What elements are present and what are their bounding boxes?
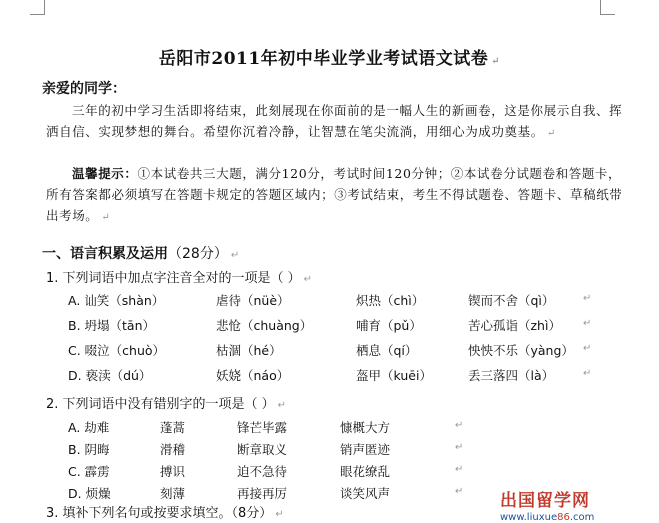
q2-option-cell: C. 霹雳 [68, 464, 110, 479]
intro-paragraph: 三年的初中学习生活即将结束，此刻展现在你面前的是一幅人生的新画卷，这是你展示自我、挥洒自信、实现梦想的舞台。希望你沉着冷静，让智慧在笔尖流淌，用细心为成功奠基。 ↵ [46, 103, 623, 139]
q2-option-cell: 再接再厉 [237, 486, 288, 501]
q1-option-cell: 盔甲（kuēi） [356, 368, 432, 383]
watermark-url: www.liuxue86.com [500, 512, 595, 523]
q2-option-cell: 慷概大方 [340, 420, 391, 435]
section-heading: 一、语言积累及运用（28分） ↵ [42, 246, 240, 262]
q1-option-cell: 丢三落四（là） [468, 368, 555, 383]
q2-option-cell: 刻薄 [160, 486, 186, 501]
page-corner-mark [30, 0, 45, 15]
q2-option-cell: D. 烦燥 [68, 486, 111, 501]
q2-option-cell: 蓬蒿 [160, 420, 186, 435]
page-title: 岳阳市2011年初中毕业学业考试语文试卷 ↵ [158, 49, 501, 69]
tip-text: ①本试卷共三大题，满分120分，考试时间120分钟；②本试卷分试题卷和答题卡，所有答案都必须填写在答题卡规定的答题区域内；③考试结束，考生不得试题卷、答题卡、草稿纸带出考场。 [46, 166, 623, 223]
site-watermark [500, 486, 594, 523]
q1-option-cell: 炽热（chì） [356, 293, 425, 308]
q1-option-cell: 哺育（pǔ） [356, 318, 422, 333]
question-3-stem: 3. 填补下列名句或按要求填空。（8分） ↵ [46, 506, 284, 521]
q1-option-cell: D. 亵渎（dú） [68, 368, 152, 383]
q1-option-cell: 枯涸（hé） [216, 343, 282, 358]
question-2-stem: 2. 下列词语中没有错别字的一项是（ ） ↵ [46, 397, 287, 412]
watermark-title: 出国留学网 [500, 491, 590, 511]
q1-option-cell: 锲而不舍（qì） [468, 293, 555, 308]
question-1-stem: 1. 下列词语中加点字注音全对的一项是（ ） ↵ [46, 271, 313, 286]
q1-option-cell: 妖娆（náo） [216, 368, 290, 383]
paragraph-mark-icon: ↵ [583, 343, 592, 354]
q1-option-cell: 虐待（nüè） [216, 293, 290, 308]
paragraph-mark-icon: ↵ [583, 293, 592, 304]
q2-option-cell: 谈笑风声 [340, 486, 391, 501]
q2-option-cell: B. 阴晦 [68, 442, 110, 457]
page-corner-mark [600, 0, 615, 15]
q2-option-cell: 迫不急待 [237, 464, 288, 479]
q2-option-cell: 眼花缭乱 [340, 464, 391, 479]
paragraph-mark-icon: ↵ [455, 464, 464, 475]
paragraph-mark-icon: ↵ [455, 420, 464, 431]
q2-option-cell: 锋芒毕露 [237, 420, 288, 435]
q2-option-cell: 滑稽 [160, 442, 186, 457]
paragraph-mark-icon: ↵ [583, 318, 592, 329]
q2-option-cell: 搏识 [160, 464, 186, 479]
q2-option-cell: 断章取义 [237, 442, 288, 457]
q1-option-cell: 栖息（qí） [356, 343, 418, 358]
q1-option-cell: C. 啜泣（chuò） [68, 343, 166, 358]
q1-option-cell: B. 坍塌（tān） [68, 318, 156, 333]
q1-option-cell: A. 讪笑（shàn） [68, 293, 165, 308]
paragraph-mark-icon: ↵ [455, 442, 464, 453]
greeting: 亲爱的同学： [42, 81, 126, 97]
q1-option-cell: 悲怆（chuàng） [216, 318, 313, 333]
q2-option-cell: 销声匿迹 [340, 442, 391, 457]
q1-option-cell: 苦心孤诣（zhì） [468, 318, 561, 333]
tip-label: 温馨提示： [72, 166, 138, 181]
q2-option-cell: A. 劫难 [68, 420, 110, 435]
paragraph-mark-icon: ↵ [455, 486, 464, 497]
paragraph-mark-icon: ↵ [583, 368, 592, 379]
tip-paragraph: 温馨提示：①本试卷共三大题，满分120分，考试时间120分钟；②本试卷分试题卷和答题卡，所有答案都必须填写在答题卡规定的答题区域内；③考试结束，考生不得试题卷、答题卡、草稿纸带出考场。 ↵ [46, 166, 623, 223]
q1-option-cell: 怏怏不乐（yàng） [468, 343, 574, 358]
